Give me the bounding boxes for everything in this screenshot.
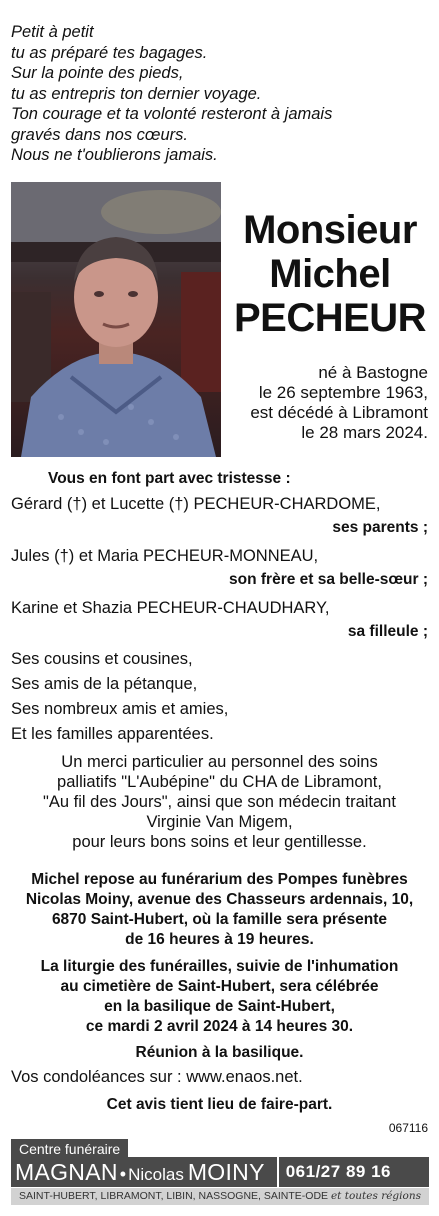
brand-magnan: MAGNAN [15,1158,118,1185]
thanks-line: Un merci particulier au personnel des soins [61,753,378,771]
funerarium-paragraph [11,870,428,950]
family-entry [11,544,428,592]
locations-tail: et toutes régions [330,1190,421,1202]
poem-line: Sur la pointe des pieds, [11,64,184,82]
deceased-title: Monsieur [243,208,417,252]
brand-dot: • [119,1163,127,1184]
mourner-line: Ses cousins et cousines, [11,650,193,668]
deceased-last-name: PECHEUR [233,296,427,340]
mourner-line: Ses amis de la pétanque, [11,675,198,693]
poem-line: tu as préparé tes bagages. [11,43,208,62]
bio-line: est décédé à Libramont [250,403,428,422]
family-names: Jules (†) et Maria PECHEUR-MONNEAU, [11,547,319,565]
liturgy-line: au cimetière de Saint-Hubert, sera célébrée [60,978,379,995]
poem-line: Ton courage et ta volonté resteront à jamais [11,105,333,123]
funerarium-line: Michel repose au funérarium des Pompes funèbres [31,871,408,888]
family-relation: son frère et sa belle-sœur ; [229,571,428,588]
bio-line: le 28 mars 2024. [301,423,428,442]
liturgy-line: en la basilique de Saint-Hubert, [104,998,335,1015]
faire-part-note: Cet avis tient lieu de faire-part. [106,1096,333,1113]
reference-number: 067116 [388,1121,428,1135]
family-names: Gérard (†) et Lucette (†) PECHEUR-CHARDOME, [11,495,381,513]
poem-line: tu as entrepris ton dernier voyage. [11,84,262,103]
thanks-line: palliatifs "L'Aubépine" du CHA de Libramont, [57,773,382,791]
thanks-line: pour leurs bons soins et leur gentillesse. [72,833,367,851]
funeral-home-logo [11,1159,265,1186]
portrait-illustration [11,182,221,457]
funeral-home-footer [11,1139,429,1205]
family-entry [11,596,428,644]
condolences-line: Vos condoléances sur : www.enaos.net. [11,1068,303,1086]
funerarium-line: Nicolas Moiny, avenue des Chasseurs ardennais, 10, [25,891,414,908]
phone-number: 061/27 89 16 [285,1162,391,1181]
thanks-line: Virginie Van Migem, [146,813,293,831]
brand-moiny: MOINY [187,1158,265,1185]
footer-locations [11,1188,429,1205]
deceased-bio [232,363,428,443]
poem-line: gravés dans nos cœurs. [11,125,188,144]
liturgy-line: ce mardi 2 avril 2024 à 14 heures 30. [85,1018,354,1035]
poem-line: Petit à petit [11,23,94,41]
footer-brand-bar [11,1157,429,1187]
mourner-line: Et les familles apparentées. [11,725,214,743]
thanks-paragraph [11,752,428,852]
meeting-note: Réunion à la basilique. [135,1044,304,1061]
poem-line: Nous ne t'oublierons jamais. [11,146,218,164]
deceased-first-name: Michel [269,252,391,296]
family-relation: ses parents ; [332,519,428,536]
family-relation: sa filleule ; [347,623,428,640]
footer-label-tab [11,1139,128,1159]
poem [11,22,332,166]
other-mourners [11,647,228,747]
locations-list: SAINT-HUBERT, LIBRAMONT, LIBIN, NASSOGNE, SAINTE-ODE [19,1190,329,1202]
footer-divider [277,1157,279,1187]
footer-label: Centre funéraire [11,1139,128,1159]
liturgy-line: La liturgie des funérailles, suivie de l'inhumation [40,958,399,975]
bio-line: né à Bastogne [318,363,428,382]
family-entry [11,492,428,540]
bio-line: le 26 septembre 1963, [258,383,428,402]
liturgy-paragraph [11,957,428,1037]
family-names: Karine et Shazia PECHEUR-CHAUDHARY, [11,599,330,617]
funerarium-line: 6870 Saint-Hubert, où la famille sera présente [51,911,388,928]
announcement-intro: Vous en font part avec tristesse : [48,470,291,487]
brand-nicolas: Nicolas [128,1164,184,1184]
thanks-line: "Au fil des Jours", ainsi que son médecin traitant [43,793,396,811]
deceased-name [232,208,428,340]
portrait-photo [11,182,221,457]
funerarium-line: de 16 heures à 19 heures. [125,931,314,948]
mourner-line: Ses nombreux amis et amies, [11,700,229,718]
